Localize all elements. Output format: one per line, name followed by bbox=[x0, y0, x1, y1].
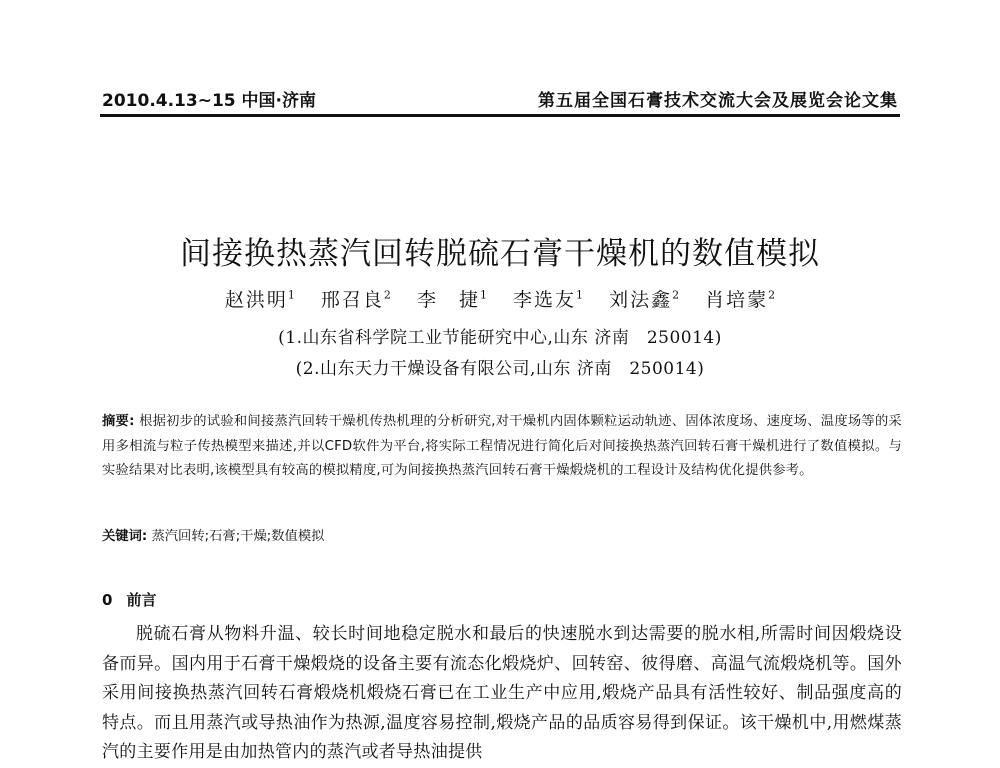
keywords-label: 关键词: bbox=[102, 529, 148, 544]
affiliation-1: (1.山东省科学院工业节能研究中心,山东 济南 250014) bbox=[278, 328, 722, 348]
author: 李 捷$^1$ bbox=[416, 288, 487, 311]
author: 邢召良$^2$ bbox=[320, 288, 391, 311]
abstract bbox=[102, 410, 902, 484]
abstract-text: 根据初步的试验和间接蒸汽回转干燥机传热机理的分析研究,对干燥机内固体颗粒运动轨迹、固体浓度场、速度场、温度场等的采用多相流与粒子传热模型来描述,并以CFD软件为平台,将实际工程情况进行简化后对间接换热蒸汽回转石膏干燥机进行了数值模拟。与实验结果对比表明,该模型具有较高的模拟精度,可为间接换热蒸汽回转石膏干燥煅烧机的工程设计及结构优化提供参考。 bbox=[102, 414, 902, 478]
section-heading bbox=[102, 589, 156, 610]
affiliation-2: (2.山东天力干燥设备有限公司,山东 济南 250014) bbox=[295, 359, 705, 379]
header-rule bbox=[100, 114, 900, 117]
author: 赵洪明$^1$ bbox=[224, 288, 295, 311]
abstract-label: 摘要: bbox=[102, 414, 135, 429]
header-proceedings-title: 第五届全国石膏技术交流大会及展览会论文集 bbox=[538, 91, 898, 111]
author: 李选友$^1$ bbox=[513, 288, 584, 311]
body-paragraph: 脱硫石膏从物料升温、较长时间地稳定脱水和最后的快速脱水到达需要的脱水相,所需时间因煅烧设备而异。国内用于石膏干燥煅烧的设备主要有流态化煅烧炉、回转窑、彼得磨、高温气流煅烧机等。国外采用间接换热蒸汽回转石膏煅烧机煅烧石膏已在工业生产中应用,煅烧产品具有活性较好、制品强度高的特点。而且用蒸汽或导热油作为热源,温度容易控制,煅烧产品的品质容易得到保证。该干燥机中,用燃煤蒸汽的主要作用是由加热管内的蒸汽或者导热油提供 bbox=[102, 624, 902, 763]
paper-title: 间接换热蒸汽回转脱硫石膏干燥机的数值模拟 bbox=[180, 236, 820, 272]
author: 肖培蒙$^2$ bbox=[705, 288, 776, 311]
author-list bbox=[0, 285, 1000, 312]
section-number: 0 bbox=[102, 591, 113, 609]
keywords-text: 蒸汽回转;石膏;干燥;数值模拟 bbox=[147, 529, 325, 544]
section-title: 前言 bbox=[126, 591, 157, 609]
author: 刘法鑫$^2$ bbox=[609, 288, 680, 311]
header-date-location: 2010.4.13~15 中国·济南 bbox=[102, 91, 316, 111]
keywords bbox=[102, 525, 902, 544]
running-header bbox=[102, 86, 898, 112]
